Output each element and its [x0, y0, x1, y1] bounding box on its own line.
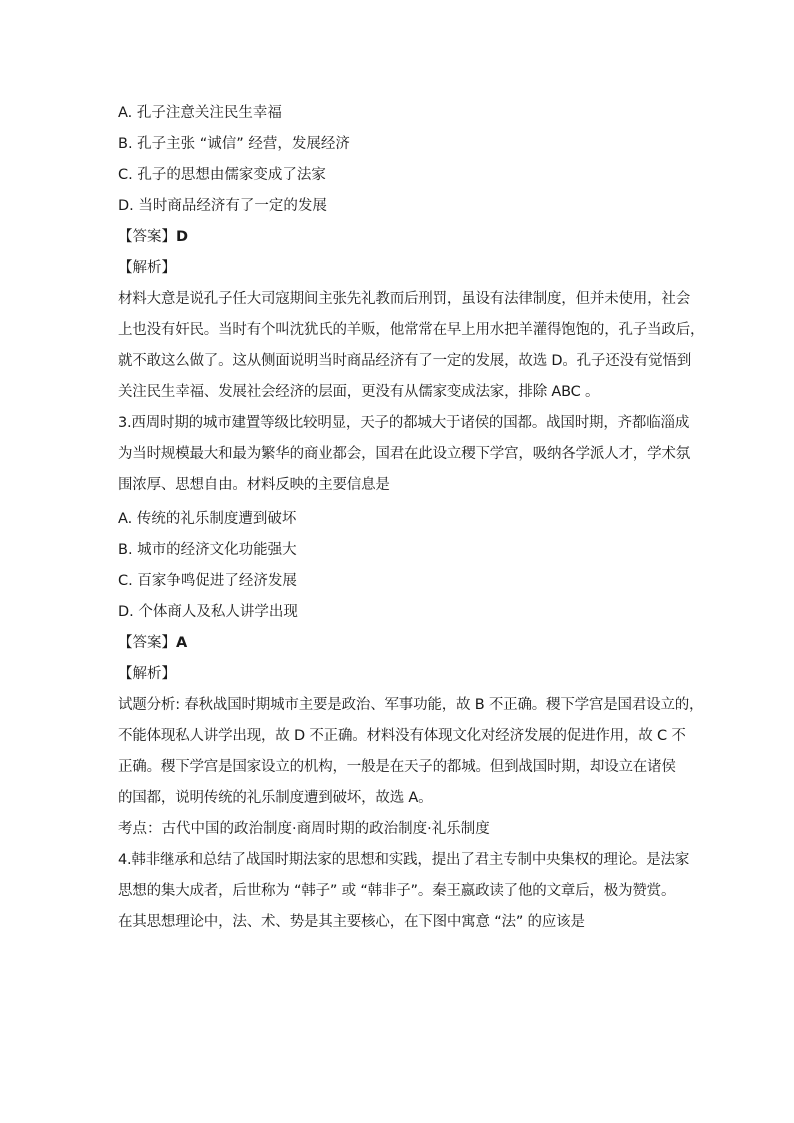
answer-value: A	[176, 635, 188, 651]
q3-kaodian: 考点：古代中国的政治制度·商周时期的政治制度·礼乐制度	[118, 821, 490, 837]
q2-option-c: C. 孔子的思想由儒家变成了法家	[118, 167, 326, 183]
q3-stem-line: 围浓厚、思想自由。材料反映的主要信息是	[118, 477, 390, 493]
q2-analysis-line: 上也没有奸民。当时有个叫沈犹氏的羊贩，他常常在早上用水把羊灌得饱饱的，孔子当政后，	[118, 322, 705, 338]
q3-option-b: B. 城市的经济文化功能强大	[118, 542, 297, 558]
answer-value: D	[176, 229, 189, 245]
q2-option-d: D. 当时商品经济有了一定的发展	[118, 198, 327, 214]
q3-stem-line: 为当时规模最大和最为繁华的商业都会，国君在此设立稷下学宫，吸纳各学派人才，学术氛	[118, 446, 690, 462]
q3-analysis-label: 【解析】	[118, 666, 176, 682]
q3-analysis-line: 不能体现私人讲学出现，故 D 不正确。材料没有体现文化对经济发展的促进作用，故 C 不	[118, 728, 686, 744]
q3-answer	[118, 633, 187, 653]
q2-option-a: A. 孔子注意关注民生幸福	[118, 105, 282, 121]
q4-stem-line: 4.韩非继承和总结了战国时期法家的思想和实践，提出了君主专制中央集权的理论。是法家	[118, 852, 690, 868]
q2-analysis-line: 就不敢这么做了。这从侧面说明当时商品经济有了一定的发展，故选 D。孔子还没有觉悟到	[118, 353, 692, 369]
answer-label: 【答案】	[118, 635, 176, 651]
q3-analysis-line: 正确。稷下学宫是国家设立的机构，一般是在天子的都城。但到战国时期，却设立在诸侯	[118, 759, 676, 775]
q3-option-a: A. 传统的礼乐制度遭到破坏	[118, 511, 297, 527]
q3-analysis-line: 试题分析: 春秋战国时期城市主要是政治、军事功能，故 B 不正确。稷下学宫是国君设立的，	[118, 697, 704, 713]
q2-analysis-line: 材料大意是说孔子任大司寇期间主张先礼教而后刑罚，虽设有法律制度，但并未使用，社会	[118, 291, 690, 307]
q3-option-d: D. 个体商人及私人讲学出现	[118, 604, 298, 620]
q4-stem-line: 思想的集大成者，后世称为 “韩子” 或 “韩非子”。秦王嬴政读了他的文章后，极为赞赏。	[118, 883, 676, 899]
answer-label: 【答案】	[118, 229, 176, 245]
q2-answer	[118, 227, 188, 247]
q2-analysis-line: 关注民生幸福、发展社会经济的层面，更没有从儒家变成法家，排除 ABC 。	[118, 384, 600, 400]
q2-option-b: B. 孔子主张 “诚信” 经营，发展经济	[118, 136, 350, 152]
q4-stem-line: 在其思想理论中，法、术、势是其主要核心，在下图中寓意 “法” 的应该是	[118, 914, 585, 930]
q3-option-c: C. 百家争鸣促进了经济发展	[118, 573, 297, 589]
q2-analysis-label: 【解析】	[118, 260, 176, 276]
q3-analysis-line: 的国都，说明传统的礼乐制度遭到破坏，故选 A。	[118, 790, 433, 806]
q3-stem-line: 3.西周时期的城市建置等级比较明显，天子的都城大于诸侯的国都。战国时期，齐都临淄成	[118, 415, 690, 431]
